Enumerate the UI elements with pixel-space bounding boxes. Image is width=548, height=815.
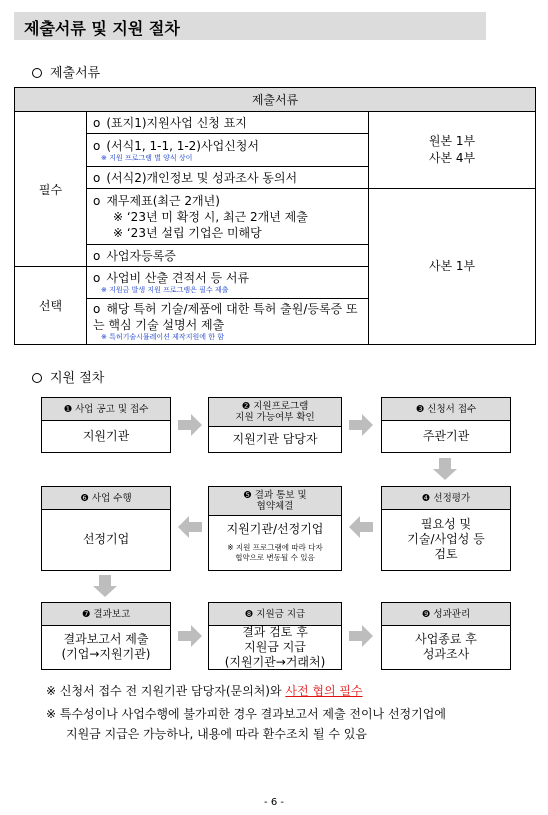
item-patent	[87, 299, 369, 345]
arrow-left-icon	[178, 516, 202, 538]
copies-single: 사본 1부	[369, 189, 536, 345]
item-financial-text: o 재무제표(최근 2개년)	[93, 193, 364, 209]
step-7-head: ❼ 결과보고	[42, 603, 170, 626]
item-estimate	[87, 267, 369, 299]
step-1-head: ❶ 사업 공고 및 접수	[42, 398, 170, 421]
step-3-box	[381, 397, 511, 453]
section-heading-documents	[32, 62, 100, 81]
arrow-right-icon	[178, 414, 202, 436]
step-4-body-line1: 필요성 및	[420, 517, 472, 531]
step-5-body: 지원기관/선정기업	[226, 522, 324, 536]
item-application	[87, 134, 369, 167]
circle-bullet-icon	[32, 68, 42, 78]
required-label: 필수	[15, 112, 87, 267]
table-header: 제출서류	[15, 88, 536, 112]
section-heading-procedure	[32, 367, 104, 386]
item-application-note: ※ 지원 프로그램 별 양식 상이	[101, 153, 193, 162]
step-4-body-line3: 검토	[434, 547, 458, 561]
step-9-box	[381, 602, 511, 670]
section-label: 제출서류	[50, 66, 101, 81]
footnote-1-emphasis: 사전 협의 필수	[285, 684, 363, 698]
step-5-note-line2: 협약으로 변동될 수 있음	[235, 553, 315, 562]
arrow-right-icon	[178, 625, 202, 647]
footnote-1	[46, 681, 363, 701]
item-financial-sub1: ※ ‘23년 미 확정 시, 최근 2개년 제출	[113, 209, 308, 224]
item-estimate-text: o 사업비 산출 견적서 등 서류	[93, 270, 364, 286]
item-consent: o (서식2)개인정보 및 성과조사 동의서	[87, 167, 369, 189]
step-6-body: 선정기업	[82, 532, 130, 546]
item-financial	[87, 189, 369, 245]
section-label: 지원 절차	[50, 371, 105, 386]
arrow-right-icon	[349, 414, 373, 436]
footnote-2	[46, 704, 446, 744]
step-5-head-line1: ❺ 결과 통보 및	[243, 490, 307, 501]
step-7-box	[41, 602, 171, 670]
step-5-box	[208, 486, 342, 571]
arrow-down-icon	[433, 458, 457, 480]
copy-duplicates: 사본 4부	[428, 151, 476, 165]
step-4-head: ❹ 선정평가	[382, 487, 510, 510]
footnote-1-text: ※ 신청서 접수 전 지원기관 담당자(문의처)와	[46, 684, 286, 698]
step-1-box	[41, 397, 171, 453]
optional-label: 선택	[15, 267, 87, 345]
step-8-body-line2: 지원금 지급	[244, 639, 306, 654]
step-5-note-line1: ※ 지원 프로그램에 따라 다자	[227, 543, 323, 552]
arrow-down-icon	[93, 575, 117, 597]
page-number: - 6 -	[264, 797, 284, 808]
step-4-body-line2: 기술/사업성 등	[407, 532, 485, 546]
step-5-head-line2: 협약체결	[256, 501, 294, 512]
documents-table	[14, 87, 536, 345]
step-6-box	[41, 486, 171, 571]
item-patent-note: ※ 특허기술시뮬레이션 제작지원에 한 함	[101, 333, 224, 341]
footnote-2-line1: ※ 특수성이나 사업수행에 불가피한 경우 결과보고서 제출 전이나 선정기업에	[46, 707, 446, 721]
arrow-left-icon	[349, 516, 373, 538]
step-8-body-line3: (지원기관→거래처)	[224, 654, 326, 669]
item-estimate-note: ※ 지원금 발생 지원 프로그램은 필수 제출	[101, 286, 229, 294]
item-business-registration: o 사업자등록증	[87, 245, 369, 267]
step-9-body-line2: 성과조사	[422, 647, 470, 661]
circle-bullet-icon	[32, 373, 42, 383]
title-bar	[14, 12, 486, 40]
step-1-body: 지원기관	[82, 428, 130, 443]
page-title: 제출서류 및 지원 절차	[24, 19, 180, 38]
item-cover: o (표지1)지원사업 신청 표지	[87, 112, 369, 134]
footnote-2-line2: 지원금 지급은 가능하나, 내용에 따라 환수조치 될 수 있음	[66, 727, 367, 741]
item-application-text: o (서식1, 1-1, 1-2)사업신청서	[93, 138, 364, 154]
step-7-body-line1: 결과보고서 제출	[63, 632, 149, 646]
arrow-right-icon	[349, 625, 373, 647]
step-9-body-line1: 사업종료 후	[415, 632, 477, 646]
step-2-body: 지원기관 담당자	[232, 431, 318, 446]
step-2-head-line1: ❷ 지원프로그램	[241, 401, 309, 412]
step-4-box	[381, 486, 511, 571]
copy-original: 원본 1부	[428, 134, 476, 148]
step-2-head-line2: 지원 가능여부 확인	[235, 412, 315, 423]
step-3-head: ❸ 신청서 접수	[382, 398, 510, 421]
step-7-body-line2: (기업→지원기관)	[61, 647, 151, 661]
step-6-head: ❻ 사업 수행	[42, 487, 170, 510]
item-patent-text: o 해당 특허 기술/제품에 대한 특허 출원/등록증 또는 핵심 기술 설명서 제출	[93, 301, 364, 333]
step-3-body: 주관기관	[422, 428, 470, 443]
copies-required	[369, 112, 536, 189]
step-8-box	[208, 602, 342, 670]
step-2-box	[208, 397, 342, 453]
step-8-body-line1: 결과 검토 후	[242, 624, 308, 639]
item-financial-sub2: ※ ‘23년 설립 기업은 미해당	[113, 225, 262, 240]
step-8-head: ❽ 지원금 지급	[209, 603, 341, 626]
step-9-head: ❾ 성과관리	[382, 603, 510, 626]
